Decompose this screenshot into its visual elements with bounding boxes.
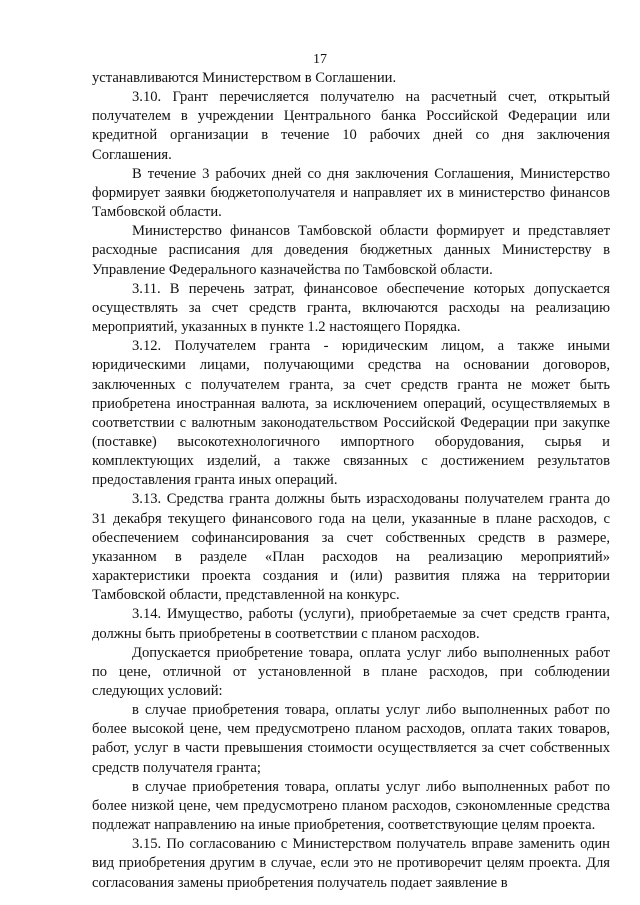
paragraph-finance-schedules: Министерство финансов Тамбовской области формирует и представляет расходные расписания для доведения бюджетных данных Министерству в Управление Федерального казначейства по Тамбовской области. — [92, 223, 610, 278]
paragraph-price-deviation: Допускается приобретение товара, оплата услуг либо выполненных работ по цене, отличной от установленной в плане расходов, при соблюдении следующих условий: — [92, 644, 610, 699]
paragraph-3-15: 3.15. По согласованию с Министерством получатель вправе заменить один вид приобретения другим в случае, если это не противоречит целям проекта. Для согласования замены приобретения получатель подает заявление в — [92, 836, 610, 891]
page-number: 17 — [313, 52, 327, 67]
document-body — [92, 69, 610, 893]
paragraph-3-10: 3.10. Грант перечисляется получателю на расчетный счет, открытый получателем в учреждении Центрального банка Российской Федерации или кредитной организации в течение 10 рабочих дней со дня заключения Соглашения. — [92, 89, 610, 163]
paragraph-lower-price: в случае приобретения товара, оплаты услуг либо выполненных работ по более низкой цене, чем предусмотрено планом расходов, сэкономленные средства подлежат направлению на иные приобретения, соответствующие целям проекта. — [92, 778, 610, 834]
paragraph-ministry-requests: В течение 3 рабочих дней со дня заключения Соглашения, Министерство формирует заявки бюджетополучателя и направляет их в министерство финансов Тамбовской области. — [92, 165, 610, 221]
paragraph-3-12: 3.12. Получателем гранта - юридическим лицом, а также иными юридическими лицами, получающими средства на основании договоров, заключенных с получателем гранта, за счет средств гранта не может быть приобретена иностранная валюта, за исключением операций, осуществляемых в соответствии с валютным законодательством Российской Федерации при закупке (поставке) высокотехнологичного импортного оборудования, сырья и комплектующих изделий, а также связанных с достижением результатов предоставления гранта иных операций. — [92, 338, 610, 489]
paragraph-higher-price: в случае приобретения товара, оплаты услуг либо выполненных работ по более высокой цене, чем предусмотрено планом расходов, оплата таких товаров, работ, услуг в части превышения стоимости осуществляется за счет собственных средств получателя гранта; — [92, 702, 610, 776]
paragraph-3-11: 3.11. В перечень затрат, финансовое обеспечение которых допускается осуществлять за счет средств гранта, включаются расходы на реализацию мероприятий, указанных в пункте 1.2 настоящего Порядка. — [92, 280, 610, 336]
paragraph-3-13: 3.13. Средства гранта должны быть израсходованы получателем гранта до 31 декабря текущего финансового года на цели, указанные в плане расходов, с обеспечением софинансирования за счет собственных средств в размере, указанном в разделе «План расходов на реализацию мероприятий» характеристики проекта создания и (или) развития пляжа на территории Тамбовской области, представленной на конкурс. — [92, 491, 610, 604]
paragraph-3-14: 3.14. Имущество, работы (услуги), приобретаемые за счет средств гранта, должны быть приобретены в соответствии с планом расходов. — [92, 606, 610, 642]
paragraph-continuation: устанавливаются Министерством в Соглашении. — [92, 70, 397, 86]
